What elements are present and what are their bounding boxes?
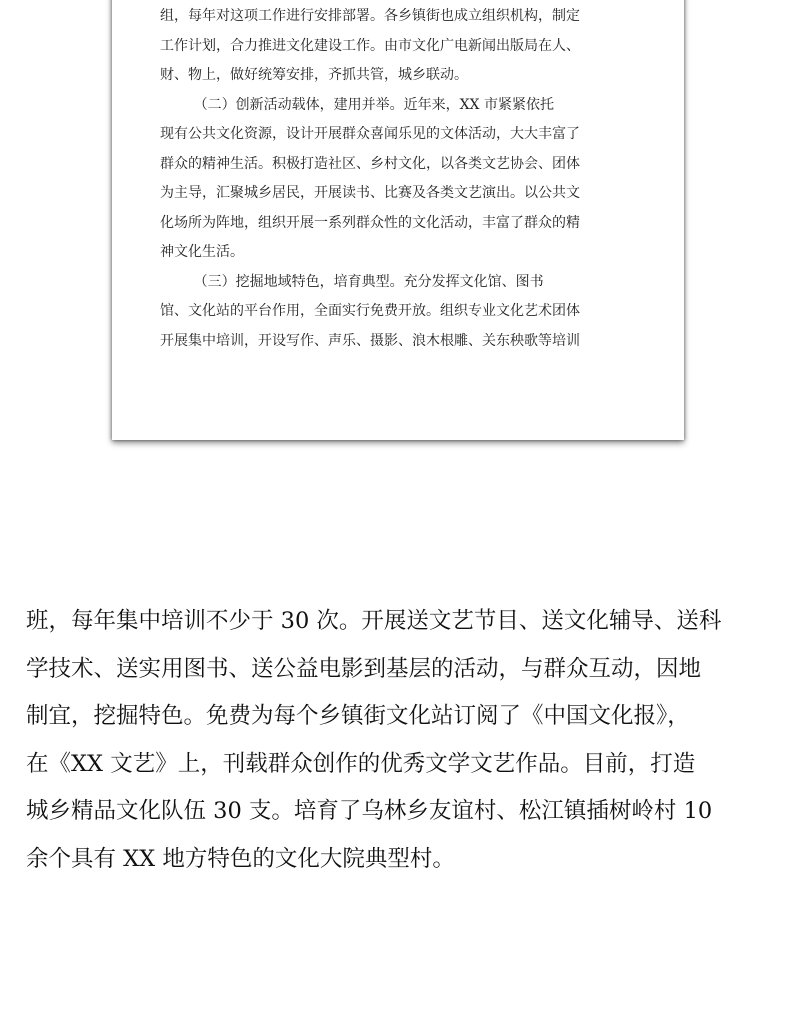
text-line: 工作计划，合力推进文化建设工作。由市文化广电新闻出版局在人、 (160, 37, 580, 54)
text-line: 财、物上，做好统筹安排，齐抓共管，城乡联动。 (160, 67, 468, 83)
page-preview-text (160, 2, 640, 356)
section-heading-line: （二）创新活动载体，建用并举。近年来，XX 市紧紧依托 (193, 96, 554, 113)
text-line: 馆、文化站的平台作用，全面实行免费开放。组织专业文化艺术团体 (160, 303, 580, 319)
text-line: 余个具有 XX 地方特色的文化大院典型村。 (26, 845, 455, 872)
text-line: 现有公共文化资源，设计开展群众喜闻乐见的文体活动，大大丰富了 (160, 126, 580, 142)
text-line: 群众的精神生活。积极打造社区、乡村文化，以各类文艺协会、团体 (160, 155, 580, 172)
text-line: 开展集中培训，开设写作、声乐、摄影、浪木根雕、关东秧歌等培训 (160, 332, 580, 349)
document-body-text (26, 598, 778, 883)
text-line: 学技术、送实用图书、送公益电影到基层的活动，与群众互动，因地 (26, 655, 702, 682)
text-line: 在《XX 文艺》上，刊载群众创作的优秀文学文艺作品。目前，打造 (26, 750, 696, 777)
document-page-preview (112, 0, 684, 440)
text-line: 化场所为阵地，组织开展一系列群众性的文化活动，丰富了群众的精 (160, 214, 580, 231)
text-line: 制宜，挖掘特色。免费为每个乡镇街文化站订阅了《中国文化报》， (26, 703, 690, 729)
text-line: 为主导，汇聚城乡居民，开展读书、比赛及各类文艺演出。以公共文 (160, 185, 580, 201)
text-line: 神文化生活。 (160, 244, 244, 260)
text-line: 组，每年对这项工作进行安排部署。各乡镇街也成立组织机构，制定 (160, 8, 580, 24)
text-line: 班，每年集中培训不少于 30 次。开展送文艺节目、送文化辅导、送科 (26, 608, 722, 634)
section-heading-line: （三）挖掘地域特色，培育典型。充分发挥文化馆、图书 (193, 273, 544, 290)
text-line: 城乡精品文化队伍 30 支。培育了乌林乡友谊村、松江镇插树岭村 10 (26, 798, 713, 824)
